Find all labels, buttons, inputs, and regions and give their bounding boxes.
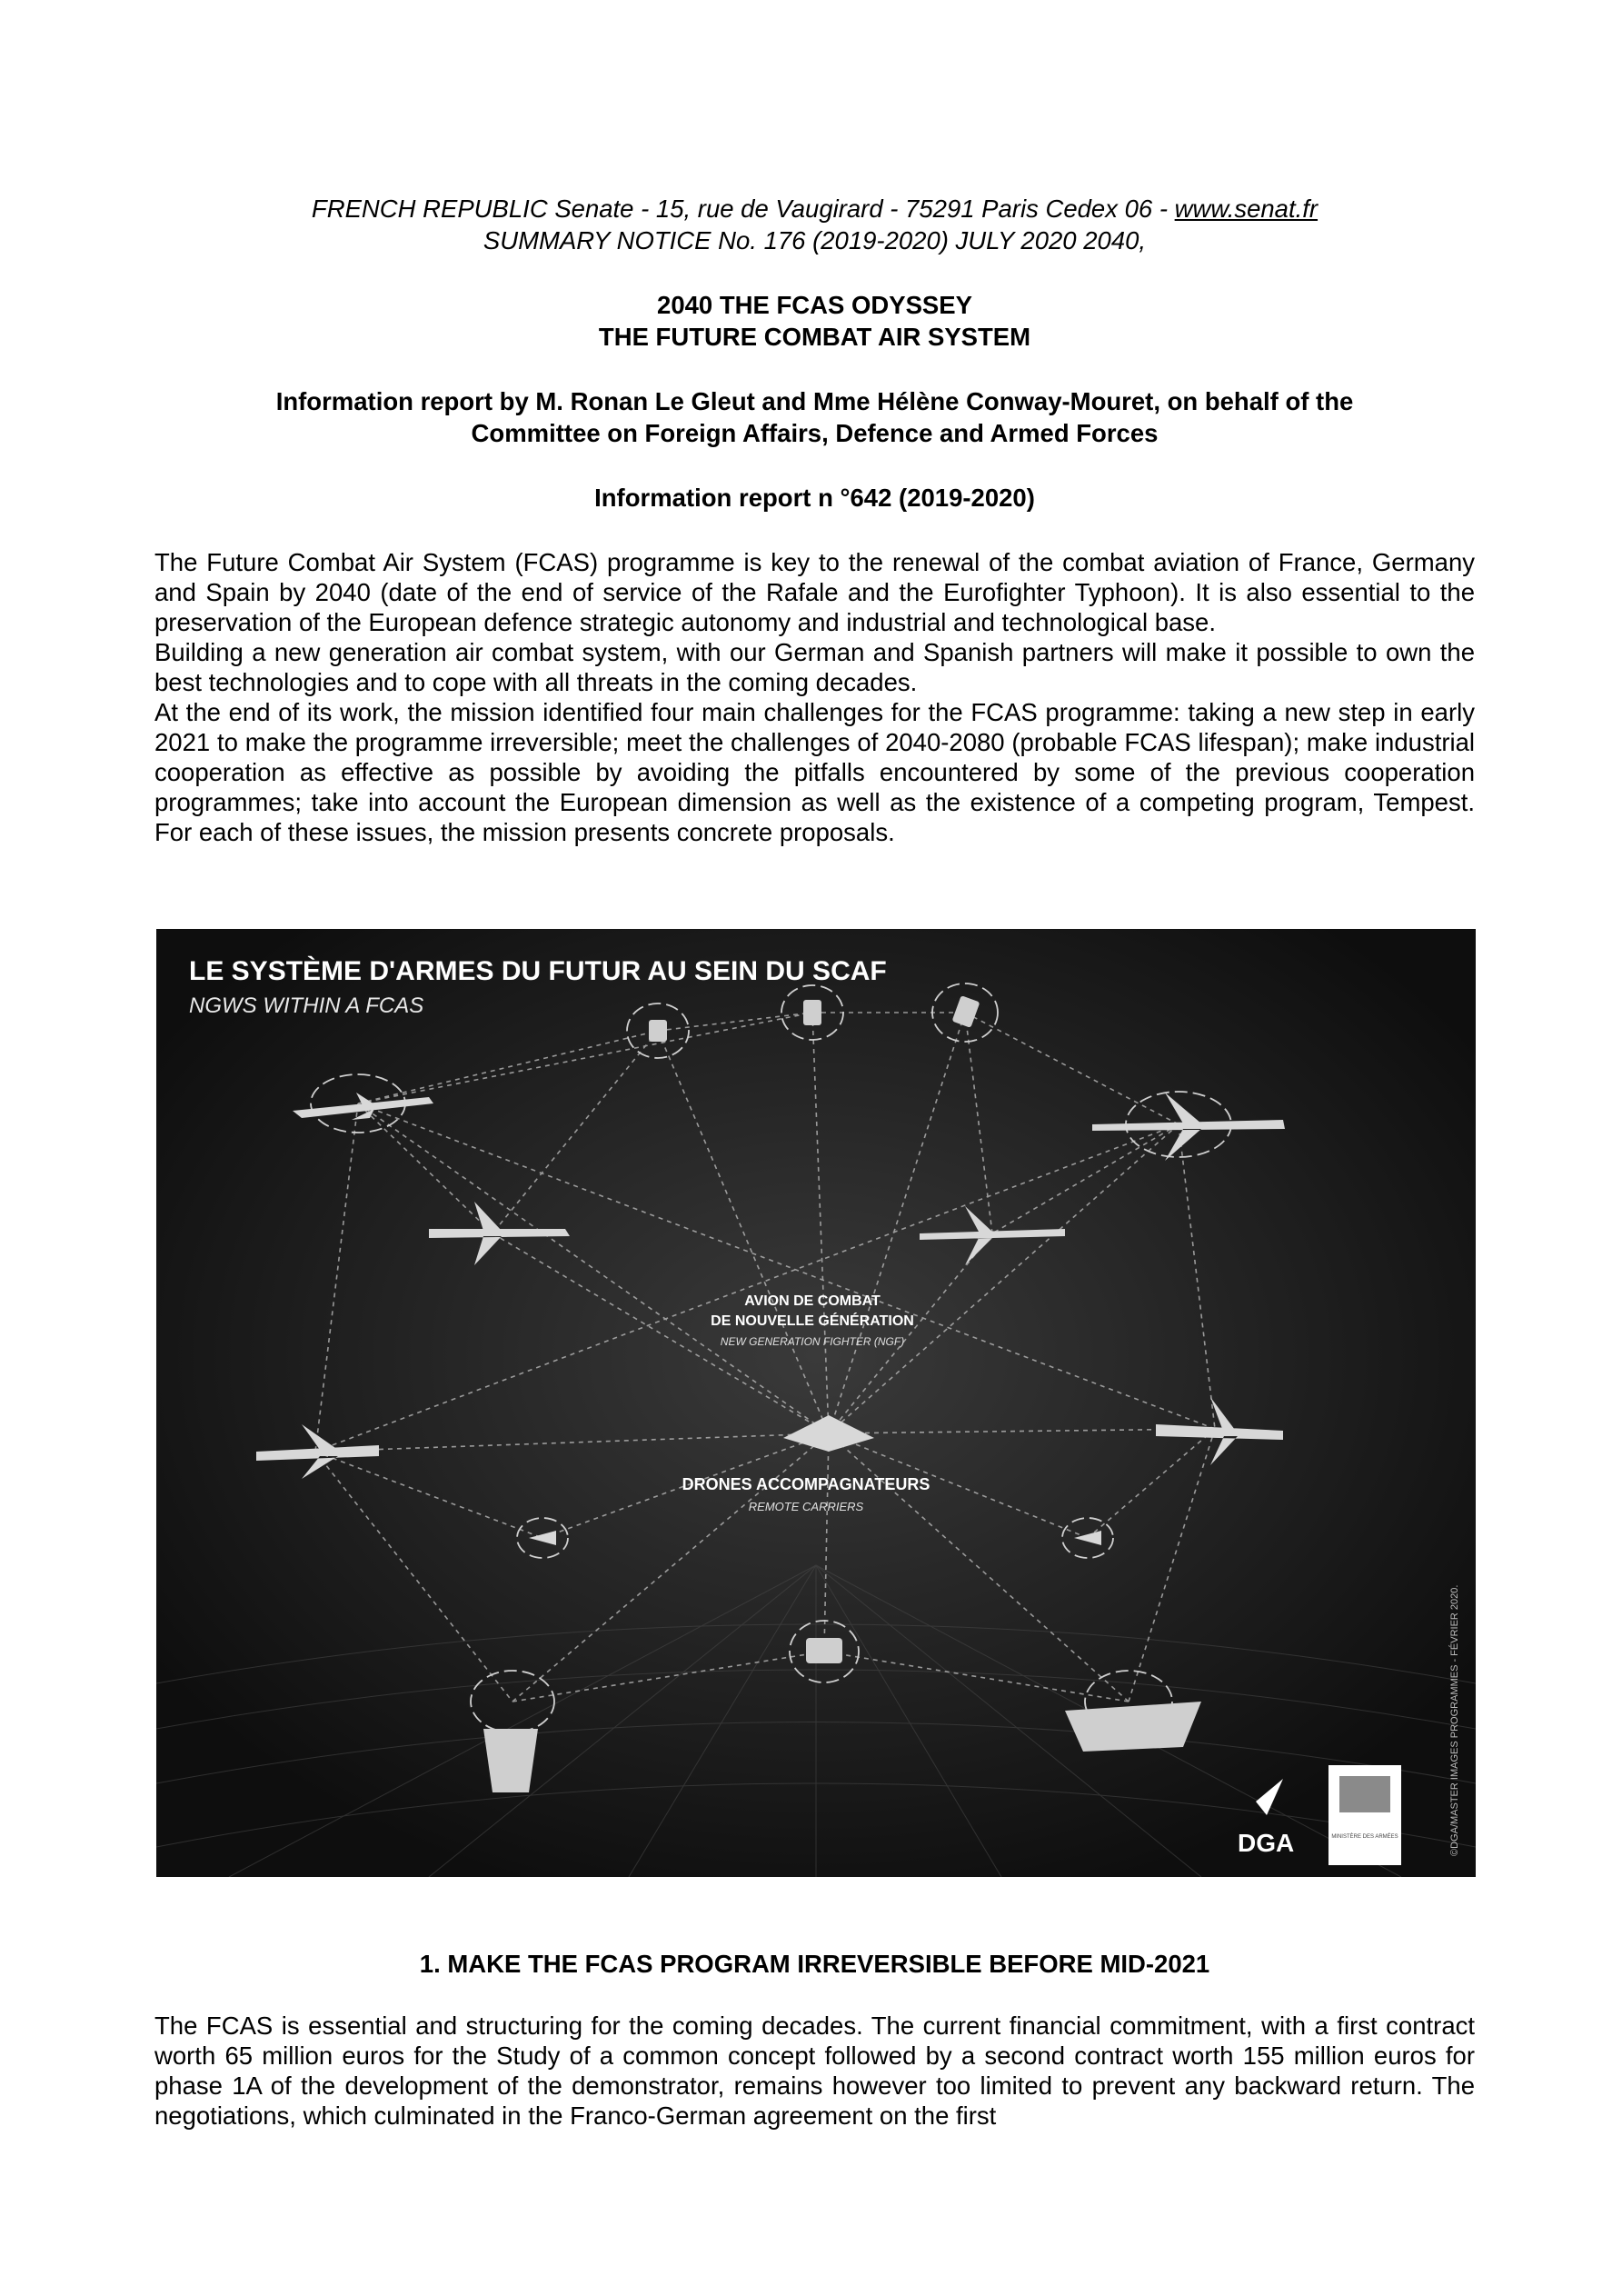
ministry-logo-text: MINISTÈRE DES ARMÉES: [1331, 1834, 1398, 1840]
ngf-label-fr-1: AVION DE COMBAT: [744, 1293, 881, 1309]
report-number: Information report n °642 (2019-2020): [594, 484, 1035, 512]
satellite-icon: [649, 1020, 667, 1042]
paragraph: The FCAS is essential and structuring for the coming decades. The current financial commitment, with a first contract worth 65 million euros for the Study of a common concept followed by a second contract worth 155 million euros for phase 1A of the development of the demonstrator, remains however too limited to prevent any backward return. The negotiations, which culminated in the Franco-German agreement on the first: [154, 2011, 1475, 2130]
header-line-1: FRENCH REPUBLIC Senate - 15, rue de Vaugirard - 75291 Paris Cedex 06 - www.senat.fr: [311, 195, 1318, 223]
header-line-2: SUMMARY NOTICE No. 176 (2019-2020) JULY 2020 2040,: [483, 226, 1147, 255]
document-header: [154, 193, 1475, 256]
section-1-text: [154, 2011, 1475, 2131]
paragraph: Building a new generation air combat system, with our German and Spanish partners will make it possible to own the best technologies and to cope with all threats in the coming decades.: [154, 638, 1475, 696]
page-text: [154, 193, 1475, 847]
satellite-icon: [803, 1000, 821, 1025]
authors-line-2: Committee on Foreign Affairs, Defence and Armed Forces: [471, 419, 1159, 447]
document-title: [154, 289, 1475, 353]
paragraph: The Future Combat Air System (FCAS) programme is key to the renewal of the combat aviation of France, Germany and Spain by 2040 (date of the end of service of the Rafale and the Eurofighter Typhoon). It is also essential to the preservation of the European defence strategic autonomy and industrial and technological base.: [154, 548, 1475, 636]
authors-line-1: Information report by M. Ronan Le Gleut and Mme Hélène Conway-Mouret, on behalf of the: [275, 387, 1354, 415]
fcas-diagram: [156, 929, 1476, 1877]
marianne-icon: [1339, 1776, 1390, 1812]
ground-station-icon: [806, 1638, 842, 1663]
image-credit: ©DGA/MASTER IMAGES PROGRAMMES - FÉVRIER 2020.: [1449, 1584, 1460, 1856]
ministry-logo: [1328, 1765, 1401, 1865]
rc-label-en: REMOTE CARRIERS: [748, 1500, 864, 1513]
paragraph: At the end of its work, the mission identified four main challenges for the FCAS programme: taking a new step in early 2021 to make the programme irreversible; meet the challenges of 2040-2080 (probable FCAS lifespan); make industrial cooperation as effective as possible by avoiding the pitfalls encountered by some of the previous cooperation programmes; take into account the European dimension as well as the existence of a competing program, Tempest. For each of these issues, the mission presents concrete proposals.: [154, 698, 1475, 846]
frigate-icon: [483, 1729, 538, 1792]
section-1-heading: 1. MAKE THE FCAS PROGRAM IRREVERSIBLE BEFORE MID-2021: [419, 1950, 1210, 1978]
fcas-figure: [156, 929, 1476, 1877]
ngf-label-fr-2: DE NOUVELLE GÉNÉRATION: [711, 1313, 914, 1329]
title-line-2: THE FUTURE COMBAT AIR SYSTEM: [598, 323, 1031, 351]
dga-logo-text: DGA: [1238, 1829, 1295, 1857]
figure-title-fr: LE SYSTÈME D'ARMES DU FUTUR AU SEIN DU SCAF: [189, 956, 887, 986]
rc-label-fr: DRONES ACCOMPAGNATEURS: [682, 1475, 930, 1493]
title-line-1: 2040 THE FCAS ODYSSEY: [657, 291, 972, 319]
ngf-label-en: NEW GENERATION FIGHTER (NGF): [720, 1335, 905, 1348]
senat-link[interactable]: www.senat.fr: [1174, 195, 1318, 223]
figure-title-en: NGWS WITHIN A FCAS: [189, 993, 424, 1018]
intro-text: [154, 547, 1475, 847]
authors-block: [154, 385, 1475, 449]
